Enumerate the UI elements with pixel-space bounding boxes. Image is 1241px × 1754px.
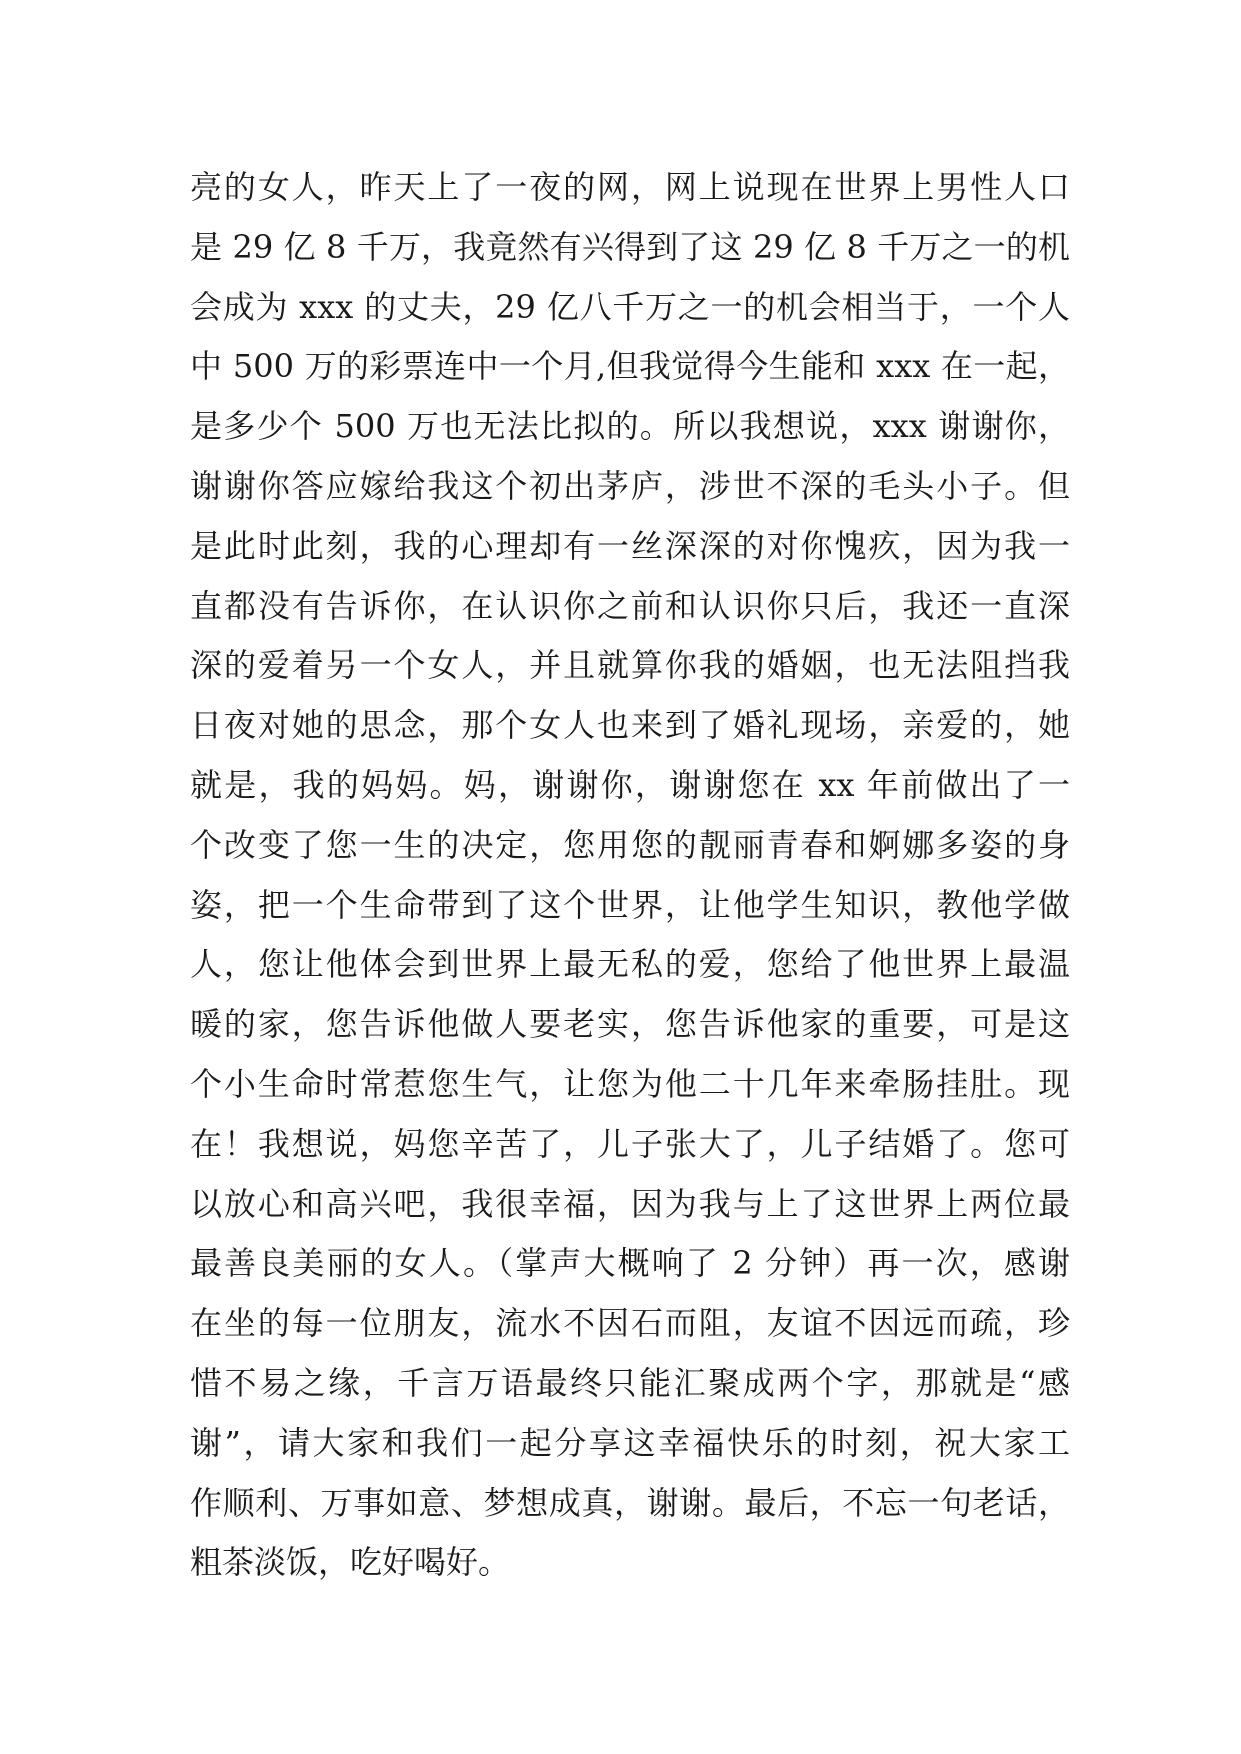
text-line: 以放心和高兴吧，我很幸福，因为我与上了这世界上两位最 [190, 1184, 1070, 1223]
text-line: 惜不易之缘，千言万语最终只能汇聚成两个字，那就是“感 [190, 1363, 1070, 1402]
text-line: 在！我想说，妈您辛苦了，儿子张大了，儿子结婚了。您可 [190, 1124, 1070, 1163]
text-line: 个改变了您一生的决定，您用您的靓丽青春和婀娜多姿的身 [190, 825, 1070, 864]
text-line: 就是，我的妈妈。妈，谢谢你，谢谢您在 xx 年前做出了一 [190, 765, 1070, 804]
text-line: 直都没有告诉你，在认识你之前和认识你只后，我还一直深 [190, 586, 1070, 625]
text-line: 粗茶淡饭，吃好喝好。 [190, 1543, 511, 1582]
text-line: 日夜对她的思念，那个女人也来到了婚礼现场，亲爱的，她 [190, 706, 1070, 745]
text-line: 是此时此刻，我的心理却有一丝深深的对你愧疚，因为我一 [190, 526, 1070, 565]
body-text [190, 166, 1070, 1601]
text-line: 作顺利、万事如意、梦想成真，谢谢。最后，不忘一句老话， [190, 1483, 1070, 1522]
text-line: 是多少个 500 万也无法比拟的。所以我想说，xxx 谢谢你， [190, 407, 1070, 446]
text-line: 中 500 万的彩票连中一个月,但我觉得今生能和 xxx 在一起， [190, 347, 1070, 386]
text-line: 是 29 亿 8 千万，我竟然有兴得到了这 29 亿 8 千万之一的机 [190, 227, 1070, 266]
text-line: 最善良美丽的女人。（掌声大概响了 2 分钟）再一次，感谢 [190, 1244, 1070, 1283]
text-line: 在坐的每一位朋友，流水不因石而阻，友谊不因远而疏，珍 [190, 1304, 1070, 1343]
text-line: 暖的家，您告诉他做人要老实，您告诉他家的重要，可是这 [190, 1005, 1070, 1044]
text-line: 个小生命时常惹您生气，让您为他二十几年来牵肠挂肚。现 [190, 1064, 1070, 1103]
text-line: 会成为 xxx 的丈夫，29 亿八千万之一的机会相当于，一个人 [190, 287, 1070, 326]
text-line: 人，您让他体会到世界上最无私的爱，您给了他世界上最温 [190, 945, 1070, 984]
text-line: 姿，把一个生命带到了这个世界，让他学生知识，教他学做 [190, 885, 1070, 924]
text-line: 谢谢你答应嫁给我这个初出茅庐，涉世不深的毛头小子。但 [190, 466, 1070, 505]
text-line: 谢”，请大家和我们一起分享这幸福快乐的时刻，祝大家工 [190, 1423, 1070, 1462]
text-line: 亮的女人，昨天上了一夜的网，网上说现在世界上男性人口 [190, 168, 1070, 206]
text-line: 深的爱着另一个女人，并且就算你我的婚姻，也无法阻挡我 [190, 646, 1070, 685]
